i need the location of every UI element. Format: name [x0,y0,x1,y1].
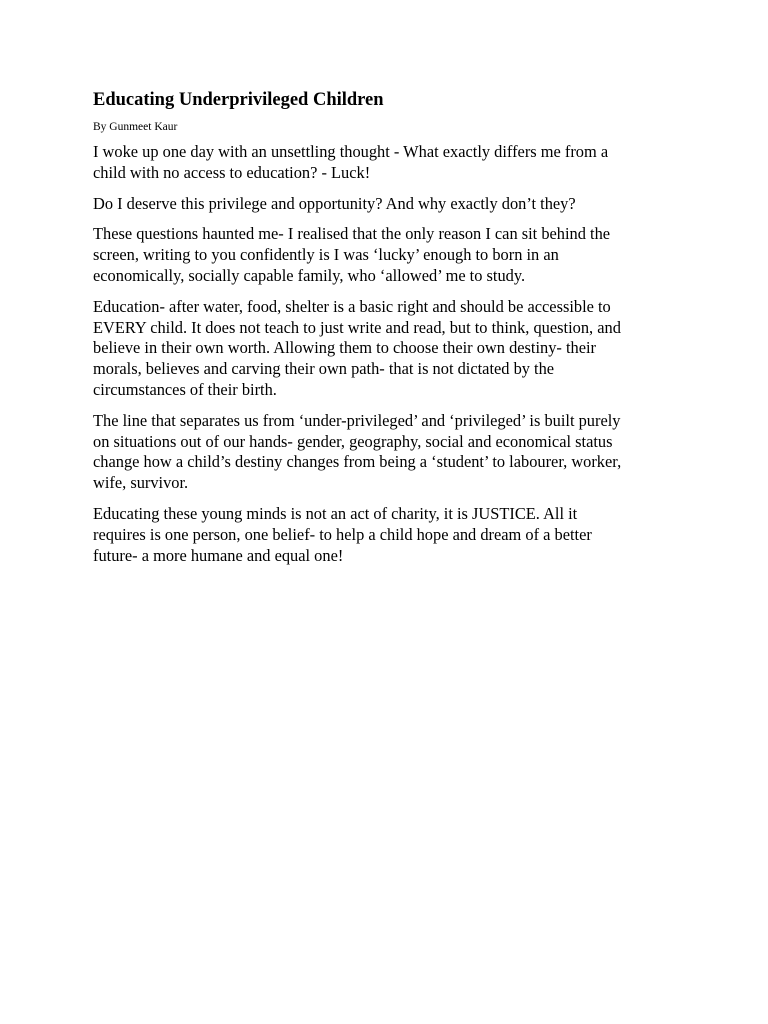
document-title: Educating Underprivileged Children [93,90,384,110]
paragraph-line: circumstances of their birth. [93,379,277,399]
body-paragraph [93,297,693,401]
paragraph-line: Educating these young minds is not an act of charity, it is JUSTICE. All it [93,503,578,523]
paragraph-line: on situations out of our hands- gender, geography, social and economical status [93,431,613,451]
paragraph-line: requires is one person, one belief- to help a child hope and dream of a better [93,524,592,544]
paragraph-line: economically, socially capable family, who ‘allowed’ me to study. [93,265,526,285]
paragraph-line: future- a more humane and equal one! [93,545,344,565]
body-paragraph [93,142,693,184]
paragraph-line: EVERY child. It does not teach to just write and read, but to think, question, and [93,317,621,337]
paragraph-line: screen, writing to you confidently is I was ‘lucky’ enough to born in an [93,245,559,265]
body-paragraph [93,411,693,494]
paragraph-line: child with no access to education? - Luck! [93,162,371,182]
paragraph-line: believe in their own worth. Allowing them to choose their own destiny- their [93,338,597,358]
paragraph-line: Education- after water, food, shelter is a basic right and should be accessible to [93,296,611,316]
body-paragraph [93,504,693,566]
paragraph-line: Do I deserve this privilege and opportunity? And why exactly don’t they? [93,193,576,213]
document-content [93,89,693,576]
paragraph-line: morals, believes and carving their own path- that is not dictated by the [93,359,555,379]
paragraph-line: wife, survivor. [93,473,189,493]
author-byline: By Gunmeet Kaur [93,121,178,133]
paragraph-line: The line that separates us from ‘under-privileged’ and ‘privileged’ is built purely [93,410,621,430]
body-paragraph [93,224,693,286]
paragraph-line: These questions haunted me- I realised that the only reason I can sit behind the [93,224,611,244]
document-body [93,142,693,566]
body-paragraph [93,194,693,215]
paragraph-line: I woke up one day with an unsettling thought - What exactly differs me from a [93,142,609,161]
paragraph-line: change how a child’s destiny changes from being a ‘student’ to labourer, worker, [93,452,622,472]
